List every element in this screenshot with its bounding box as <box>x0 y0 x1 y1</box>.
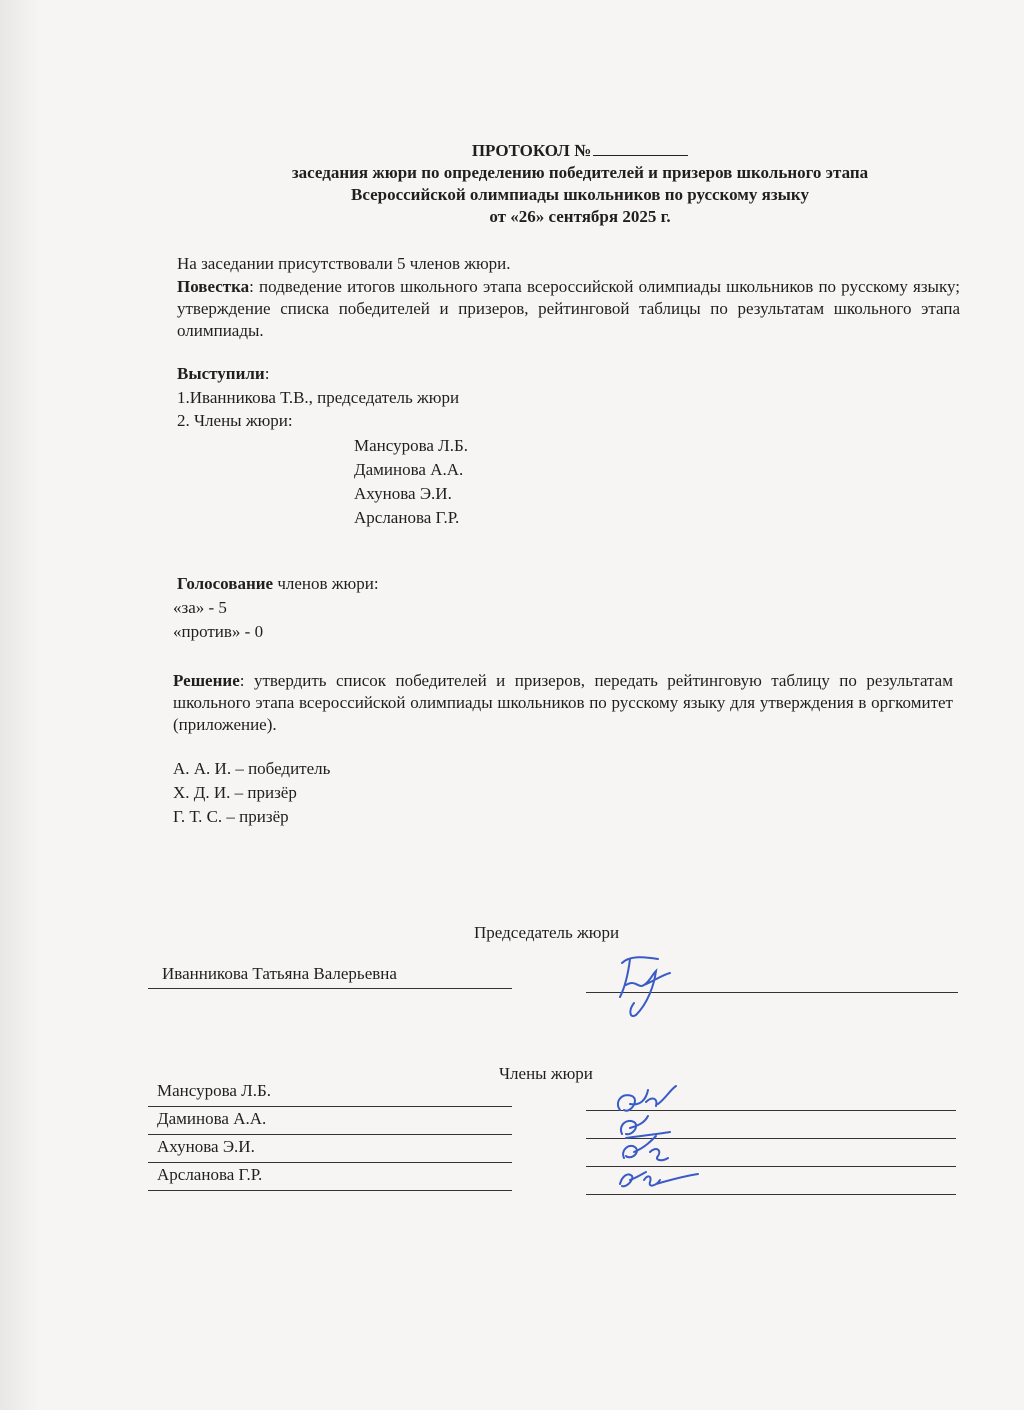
document-title <box>160 140 1000 228</box>
chair-signature-image <box>600 945 690 1025</box>
member-sign-name: Даминова А.А. <box>157 1109 267 1128</box>
protocol-title: ПРОТОКОЛ № <box>160 140 1000 162</box>
vote-against: «против» - 0 <box>173 622 264 641</box>
result-item: А. А. И. – победитель <box>173 759 331 778</box>
agenda-text: : подведение итогов школьного этапа всероссийской олимпиады школьников по русскому языку; утверждение списка победителей и призеров, рейтинговой таблицы по результатам школьного этапа олимпиады. <box>177 277 960 340</box>
chair-name: Иванникова Татьяна Валерьевна <box>162 964 397 983</box>
result-item: Г. Т. С. – призёр <box>173 807 289 826</box>
title-line-2: заседания жюри по определению победителей и призеров школьного этапа <box>291 163 869 182</box>
members-heading: Члены жюри <box>499 1064 593 1083</box>
vote-for: «за» - 5 <box>173 598 227 617</box>
member-list-item: Арсланова Г.Р. <box>354 508 460 527</box>
decision-paragraph <box>173 670 953 736</box>
member-name-line <box>148 1190 512 1191</box>
member-signatures-image <box>600 1080 710 1210</box>
member-name-line <box>148 1134 512 1135</box>
member-sign-name: Ахунова Э.И. <box>157 1137 255 1156</box>
member-list-item: Ахунова Э.И. <box>354 484 452 503</box>
member-list-item: Мансурова Л.Б. <box>354 436 468 455</box>
chair-name-line <box>148 988 512 989</box>
speaker-members-label: 2. Члены жюри: <box>177 411 293 430</box>
member-name-line <box>148 1162 512 1163</box>
member-name-line <box>148 1106 512 1107</box>
member-sign-name: Арсланова Г.Р. <box>157 1165 263 1184</box>
decision-label: Решение <box>173 671 240 690</box>
vote-heading: Голосование членов жюри: <box>177 574 379 593</box>
member-list-item: Даминова А.А. <box>354 460 464 479</box>
decision-text: : утвердить список победителей и призеров, передать рейтинговую таблицу по результатам школьного этапа всероссийской олимпиады школьников по русскому языку для утверждения в оргкомитет (приложение). <box>173 671 953 734</box>
speaker-chair: 1.Иванникова Т.В., председатель жюри <box>177 388 460 407</box>
title-line-3: Всероссийской олимпиады школьников по русскому языку <box>350 185 809 204</box>
agenda-paragraph <box>177 276 960 342</box>
title-date: от «26» сентября 2025 г. <box>489 207 671 226</box>
chair-heading: Председатель жюри <box>474 923 620 942</box>
member-sign-name: Мансурова Л.Б. <box>157 1081 271 1100</box>
protocol-number-blank <box>593 140 688 156</box>
scan-edge-shadow <box>0 0 40 1410</box>
result-item: Х. Д. И. – призёр <box>173 783 297 802</box>
attendance-text: На заседании присутствовали 5 членов жюри. <box>177 254 511 273</box>
speakers-heading: Выступили: <box>177 364 270 383</box>
agenda-label: Повестка <box>177 277 250 296</box>
